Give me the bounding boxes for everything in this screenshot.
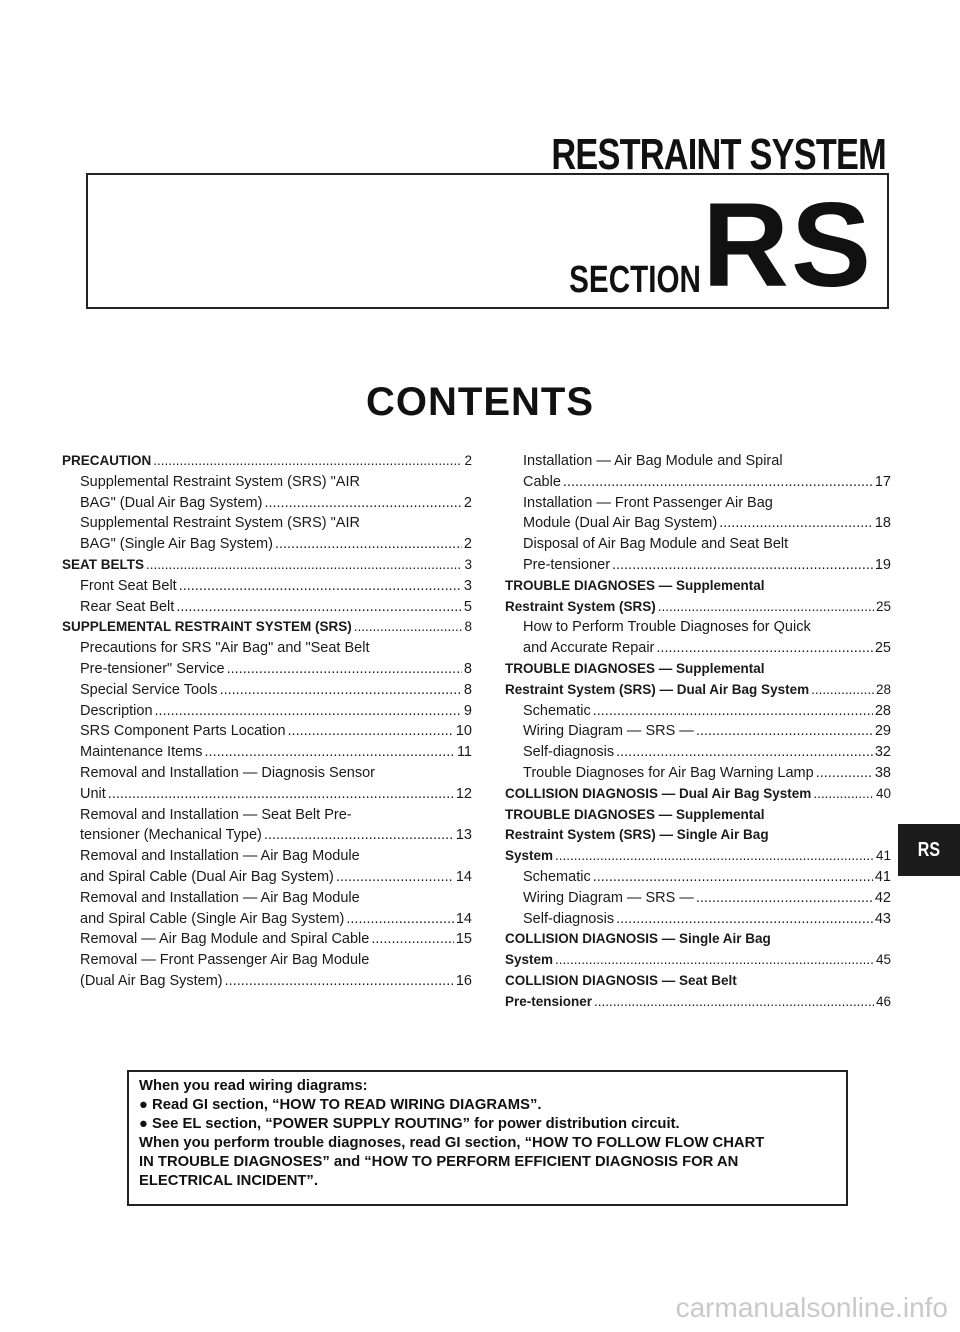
toc-entry[interactable] xyxy=(62,555,472,576)
toc-entry-text: Removal — Air Bag Module and Spiral Cable xyxy=(80,931,370,948)
toc-entry-text: Rear Seat Belt xyxy=(80,598,175,615)
watermark: carmanualsonline.info xyxy=(675,1292,948,1323)
toc-entry[interactable] xyxy=(62,680,472,701)
toc-entry-text: Restraint System (SRS) — Dual Air Bag System xyxy=(505,681,810,697)
toc-entry[interactable] xyxy=(62,451,472,472)
dot-leader xyxy=(205,742,455,763)
toc-entry-text: and Accurate Repair xyxy=(523,640,655,657)
toc-entry-text: System xyxy=(505,952,554,968)
toc-entry[interactable] xyxy=(505,742,891,763)
toc-entry-text: TROUBLE DIAGNOSES — Supplemental xyxy=(505,577,765,593)
toc-entry[interactable] xyxy=(505,659,891,701)
note-text: IN TROUBLE DIAGNOSES” and “HOW TO PERFORM EFFICIENT DIAGNOSIS FOR AN xyxy=(139,1154,739,1170)
toc-page-number: 8 xyxy=(464,619,472,635)
dot-leader xyxy=(816,763,873,784)
toc-entry-text: Schematic xyxy=(523,868,591,885)
toc-page-number: 10 xyxy=(455,723,472,740)
section-tab[interactable] xyxy=(898,824,960,876)
toc-entry[interactable] xyxy=(505,909,891,930)
note-bullet: ● Read GI section, “HOW TO READ WIRING DIAGRAMS”. xyxy=(139,1097,542,1113)
toc-page-number: 32 xyxy=(874,744,891,761)
toc-entry-text: How to Perform Trouble Diagnoses for Quick xyxy=(523,619,811,636)
dot-leader xyxy=(811,680,874,701)
toc-page-number: 17 xyxy=(874,473,891,490)
toc-entry[interactable] xyxy=(505,493,891,535)
toc-page-number: 8 xyxy=(463,681,472,698)
toc-entry-text: Removal and Installation — Air Bag Module xyxy=(80,889,360,906)
contents-title: CONTENTS xyxy=(366,380,594,424)
toc-entry-text: Module (Dual Air Bag System) xyxy=(523,515,718,532)
dot-leader xyxy=(656,638,872,659)
toc-entry[interactable] xyxy=(505,763,891,784)
toc-entry-text: Front Seat Belt xyxy=(80,577,177,594)
toc-entry-text: Special Service Tools xyxy=(80,681,218,698)
toc-entry[interactable] xyxy=(505,971,891,1013)
toc-page-number: 43 xyxy=(874,910,891,927)
toc-page-number: 16 xyxy=(455,972,472,989)
toc-entry-text: SEAT BELTS xyxy=(62,556,145,572)
dot-leader xyxy=(696,721,873,742)
toc-entry-text: Removal and Installation — Air Bag Module xyxy=(80,848,360,865)
toc-entry-text: Restraint System (SRS) xyxy=(505,598,656,614)
toc-entry-text: Installation — Air Bag Module and Spiral xyxy=(523,453,783,469)
toc-page-number: 42 xyxy=(874,889,891,906)
dot-leader xyxy=(371,929,454,950)
note-bullet: ● See EL section, “POWER SUPPLY ROUTING” for power distribution circuit. xyxy=(139,1116,680,1132)
toc-right-column xyxy=(505,451,891,1013)
toc-entry-text: COLLISION DIAGNOSIS — Single Air Bag xyxy=(505,931,771,947)
toc-entry[interactable] xyxy=(505,534,891,576)
toc-entry[interactable] xyxy=(505,784,891,805)
toc-page-number: 41 xyxy=(874,868,891,885)
toc-entry-text: BAG" (Single Air Bag System) xyxy=(80,536,273,553)
toc-entry[interactable] xyxy=(62,763,472,805)
toc-page-number: 2 xyxy=(463,494,472,511)
toc-page-number: 38 xyxy=(874,764,891,781)
section-box xyxy=(86,173,889,312)
toc-entry[interactable] xyxy=(62,929,472,950)
toc-page-number: 15 xyxy=(455,931,472,948)
toc-entry-text: Pre-tensioner xyxy=(505,993,593,1009)
toc-entry[interactable] xyxy=(505,805,891,867)
toc-page-number: 13 xyxy=(455,827,472,844)
toc-entry[interactable] xyxy=(62,638,472,680)
toc-page-number: 29 xyxy=(874,723,891,740)
section-code: RS xyxy=(702,178,873,312)
dot-leader xyxy=(220,680,462,701)
toc-entry-text: Cable xyxy=(523,473,561,490)
toc-entry[interactable] xyxy=(505,721,891,742)
toc-entry[interactable] xyxy=(62,576,472,597)
dot-leader xyxy=(593,701,873,722)
toc-entry[interactable] xyxy=(62,472,472,514)
toc-page-number: 14 xyxy=(455,910,472,927)
toc-page-number: 14 xyxy=(455,868,472,885)
toc-page-number: 5 xyxy=(463,598,472,615)
dot-leader xyxy=(288,721,454,742)
toc-page-number: 12 xyxy=(455,785,472,802)
dot-leader xyxy=(108,784,454,805)
dot-leader xyxy=(593,867,873,888)
toc-page-number: 40 xyxy=(875,785,891,801)
toc-page-number: 25 xyxy=(875,598,891,614)
toc-entry-text: Supplemental Restraint System (SRS) "AIR xyxy=(80,473,360,490)
toc-page-number: 28 xyxy=(875,681,891,697)
toc-entry-text: Schematic xyxy=(523,702,591,719)
toc-entry[interactable] xyxy=(62,805,472,847)
toc-entry[interactable] xyxy=(62,617,472,638)
toc-page-number: 3 xyxy=(463,577,472,594)
toc-entry[interactable] xyxy=(62,742,472,763)
toc-entry[interactable] xyxy=(62,701,472,722)
toc-entry-text: Maintenance Items xyxy=(80,744,203,761)
toc-entry-text: BAG" (Dual Air Bag System) xyxy=(80,494,263,511)
toc-entry[interactable] xyxy=(505,701,891,722)
toc-page-number: 2 xyxy=(463,536,472,553)
dot-leader xyxy=(616,909,873,930)
dot-leader xyxy=(227,659,462,680)
dot-leader xyxy=(146,555,462,576)
dot-leader xyxy=(616,742,873,763)
section-label: SECTION xyxy=(569,259,701,301)
toc-entry[interactable] xyxy=(505,617,891,659)
dot-leader xyxy=(153,451,462,472)
toc-page-number: 46 xyxy=(875,993,891,1009)
toc-entry[interactable] xyxy=(62,950,472,992)
toc-page-number: 8 xyxy=(463,660,472,677)
dot-leader xyxy=(225,971,454,992)
dot-leader xyxy=(264,825,454,846)
toc-entry-text: Removal and Installation — Diagnosis Sensor xyxy=(80,764,375,781)
dot-leader xyxy=(336,867,454,888)
dot-leader xyxy=(354,617,463,638)
toc-entry-text: and Spiral Cable (Dual Air Bag System) xyxy=(80,868,334,885)
toc-entry[interactable] xyxy=(505,576,891,618)
toc-entry-text: Pre-tensioner" Service xyxy=(80,660,225,677)
toc-entry-text: SRS Component Parts Location xyxy=(80,723,286,740)
toc-entry-text: PRECAUTION xyxy=(62,453,152,468)
dot-leader xyxy=(719,513,873,534)
toc-entry-text: tensioner (Mechanical Type) xyxy=(80,827,262,844)
toc-page-number: 18 xyxy=(874,515,891,532)
toc-entry-text: Disposal of Air Bag Module and Seat Belt xyxy=(523,536,789,553)
dot-leader xyxy=(555,950,874,971)
toc-entry-text: COLLISION DIAGNOSIS — Dual Air Bag System xyxy=(505,785,812,801)
toc-page-number: 9 xyxy=(463,702,472,719)
toc-entry[interactable] xyxy=(505,451,891,493)
toc-entry[interactable] xyxy=(62,888,472,930)
toc-entry-text: COLLISION DIAGNOSIS — Seat Belt xyxy=(505,972,737,988)
dot-leader xyxy=(555,846,874,867)
toc-entry-text: Installation — Front Passenger Air Bag xyxy=(523,494,773,511)
toc-entry-text: System xyxy=(505,848,554,864)
system-title: RESTRAINT SYSTEM xyxy=(551,130,886,179)
dot-leader xyxy=(563,472,873,493)
toc-entry[interactable] xyxy=(505,888,891,909)
toc-entry-text: TROUBLE DIAGNOSES — Supplemental xyxy=(505,660,765,676)
dot-leader xyxy=(813,784,874,805)
toc-entry[interactable] xyxy=(62,513,472,555)
dot-leader xyxy=(176,597,462,618)
toc-entry-text: Restraint System (SRS) — Single Air Bag xyxy=(505,827,769,843)
toc-entry-text: Removal — Front Passenger Air Bag Module xyxy=(80,952,370,969)
dot-leader xyxy=(346,909,454,930)
toc-entry-text: Self-diagnosis xyxy=(523,910,615,927)
toc-entry[interactable] xyxy=(505,867,891,888)
toc-page-number: 19 xyxy=(874,556,891,573)
toc-entry-text: Unit xyxy=(80,785,106,802)
dot-leader xyxy=(594,992,874,1013)
toc-entry-text: TROUBLE DIAGNOSES — Supplemental xyxy=(505,806,765,822)
wiring-note-box xyxy=(127,1070,848,1206)
toc-entry-text: Precautions for SRS "Air Bag" and "Seat Belt xyxy=(80,640,370,657)
toc-entry-text: Self-diagnosis xyxy=(523,744,615,761)
note-text: ELECTRICAL INCIDENT”. xyxy=(139,1173,318,1189)
toc-entry[interactable] xyxy=(62,597,472,618)
toc-page-number: 11 xyxy=(456,744,472,761)
toc-page-number: 45 xyxy=(875,952,891,968)
toc-entry-text: SUPPLEMENTAL RESTRAINT SYSTEM (SRS) xyxy=(62,619,352,635)
dot-leader xyxy=(658,597,874,618)
toc-entry-text: Trouble Diagnoses for Air Bag Warning Lamp xyxy=(523,764,814,781)
toc-entry-text: and Spiral Cable (Single Air Bag System) xyxy=(80,910,345,927)
toc-entry[interactable] xyxy=(62,721,472,742)
toc-entry-text: Pre-tensioner xyxy=(523,556,611,573)
toc-page-number: 28 xyxy=(874,702,891,719)
toc-page-number: 3 xyxy=(464,556,472,572)
toc-page-number: 25 xyxy=(874,640,891,657)
toc-entry-text: Description xyxy=(80,702,153,719)
section-tab-label: RS xyxy=(917,839,941,861)
dot-leader xyxy=(696,888,873,909)
toc-left-column xyxy=(62,451,472,992)
toc-page-number: 2 xyxy=(464,453,472,468)
toc-entry-text: Wiring Diagram — SRS — xyxy=(523,889,694,906)
toc-entry-text: (Dual Air Bag System) xyxy=(80,972,223,989)
toc-entry[interactable] xyxy=(62,846,472,888)
toc-entry-text: Wiring Diagram — SRS — xyxy=(523,723,694,740)
dot-leader xyxy=(155,701,462,722)
toc-entry-text: Supplemental Restraint System (SRS) "AIR xyxy=(80,515,360,532)
note-text: When you perform trouble diagnoses, read GI section, “HOW TO FOLLOW FLOW CHART xyxy=(139,1135,765,1151)
toc-page-number: 41 xyxy=(875,848,891,864)
note-heading: When you read wiring diagrams: xyxy=(139,1078,368,1094)
toc-entry[interactable] xyxy=(505,929,891,971)
dot-leader xyxy=(264,493,461,514)
dot-leader xyxy=(179,576,462,597)
toc-entry-text: Removal and Installation — Seat Belt Pre- xyxy=(80,806,352,823)
dot-leader xyxy=(275,534,462,555)
dot-leader xyxy=(612,555,873,576)
